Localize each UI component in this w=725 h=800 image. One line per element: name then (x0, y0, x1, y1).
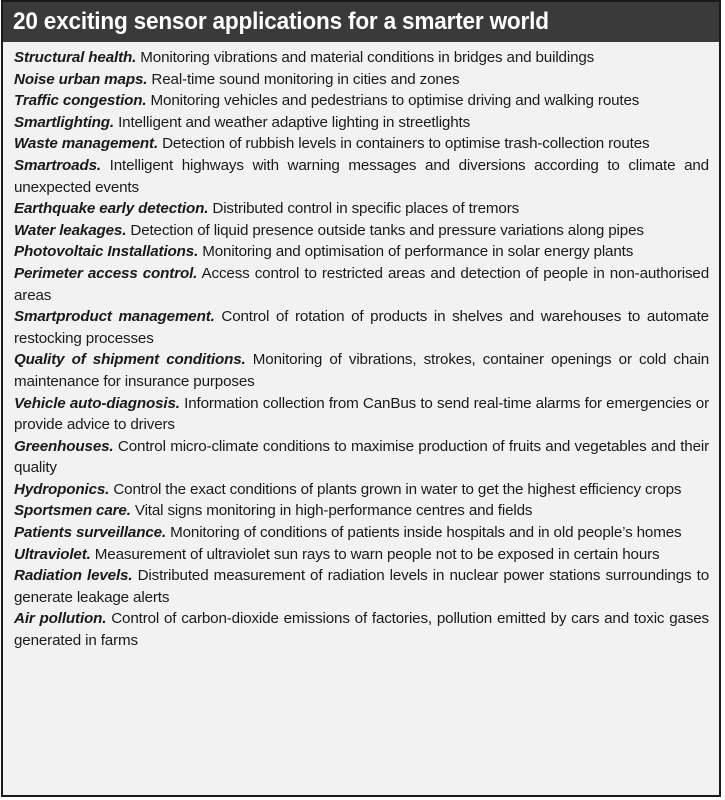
item-term: Patients surveillance. (14, 524, 167, 542)
item-term: Smartproduct management. (14, 308, 215, 326)
item-term: Earthquake early detection. (14, 200, 209, 218)
item-description: Control of carbon-dioxide emissions of factories, pollution emitted by cars and toxic gases generated in farms (14, 610, 709, 650)
list-item (14, 479, 709, 501)
list-item (14, 90, 709, 112)
item-term: Structural health. (14, 49, 137, 66)
item-description: Intelligent and weather adaptive lighting in streetlights (118, 113, 471, 131)
list-item (14, 69, 709, 91)
list-item (14, 112, 709, 134)
list-item (14, 47, 709, 69)
item-description: Monitoring of vibrations, strokes, container openings or cold chain maintenance for insurance purposes (14, 351, 709, 390)
item-description: Intelligent highways with warning messages and diversions according to climate and unexpected events (14, 156, 709, 196)
list-item (14, 306, 709, 349)
item-description: Detection of liquid presence outside tanks and pressure variations along pipes (130, 221, 644, 239)
item-description: Monitoring of conditions of patients inside hospitals and in old people’s homes (170, 524, 682, 542)
item-term: Water leakages. (14, 221, 127, 239)
list-item (14, 436, 709, 479)
item-term: Sportsmen care. (14, 502, 131, 520)
list-item (14, 263, 709, 306)
list-item (14, 349, 709, 392)
item-description: Monitoring vibrations and material conditions in bridges and buildings (140, 49, 595, 66)
item-description: Distributed control in specific places of tremors (212, 200, 520, 218)
page-title: 20 exciting sensor applications for a smarter world (13, 8, 549, 35)
item-description: Detection of rubbish levels in containers to optimise trash-collection routes (162, 135, 650, 153)
title-bar (3, 2, 719, 42)
list-item (14, 544, 709, 566)
item-term: Smartlighting. (14, 113, 114, 131)
applications-list (3, 42, 719, 652)
item-term: Photovoltaic Installations. (14, 243, 199, 261)
item-description: Control of rotation of products in shelves and warehouses to automate restocking processes (14, 308, 709, 347)
item-description: Monitoring and optimisation of performance in solar energy plants (202, 243, 634, 261)
item-term: Air pollution. (14, 610, 107, 628)
item-term: Quality of shipment conditions. (14, 351, 246, 369)
list-item (14, 608, 709, 651)
list-item (14, 241, 709, 263)
item-description: Real-time sound monitoring in cities and zones (151, 70, 460, 88)
item-term: Radiation levels. (14, 567, 133, 585)
list-item (14, 500, 709, 522)
list-item (14, 522, 709, 544)
item-description: Control micro-climate conditions to maximise production of fruits and vegetables and their quality (14, 437, 709, 477)
item-description: Distributed measurement of radiation levels in nuclear power stations surroundings to generate leakage alerts (14, 567, 709, 606)
sensor-applications-panel (1, 0, 721, 797)
list-item (14, 155, 709, 198)
item-term: Vehicle auto-diagnosis. (14, 394, 180, 412)
list-item (14, 133, 709, 155)
item-description: Information collection from CanBus to send real-time alarms for emergencies or provide advice to drivers (14, 394, 709, 434)
item-term: Traffic congestion. (14, 92, 147, 110)
item-description: Vital signs monitoring in high-performance centres and fields (134, 502, 533, 520)
item-description: Access control to restricted areas and detection of people in non-authorised areas (14, 264, 709, 304)
item-term: Waste management. (14, 135, 159, 153)
list-item (14, 565, 709, 608)
item-term: Ultraviolet. (14, 545, 91, 563)
item-description: Monitoring vehicles and pedestrians to optimise driving and walking routes (150, 92, 640, 110)
list-item (14, 220, 709, 242)
item-description: Control the exact conditions of plants grown in water to get the highest efficiency crops (113, 480, 682, 498)
item-term: Greenhouses. (14, 437, 114, 455)
item-term: Smartroads. (14, 156, 101, 174)
list-item (14, 198, 709, 220)
item-term: Hydroponics. (14, 480, 110, 498)
item-description: Measurement of ultraviolet sun rays to warn people not to be exposed in certain hours (94, 545, 660, 563)
item-term: Perimeter access control. (14, 264, 198, 282)
list-item (14, 393, 709, 436)
item-term: Noise urban maps. (14, 70, 148, 88)
